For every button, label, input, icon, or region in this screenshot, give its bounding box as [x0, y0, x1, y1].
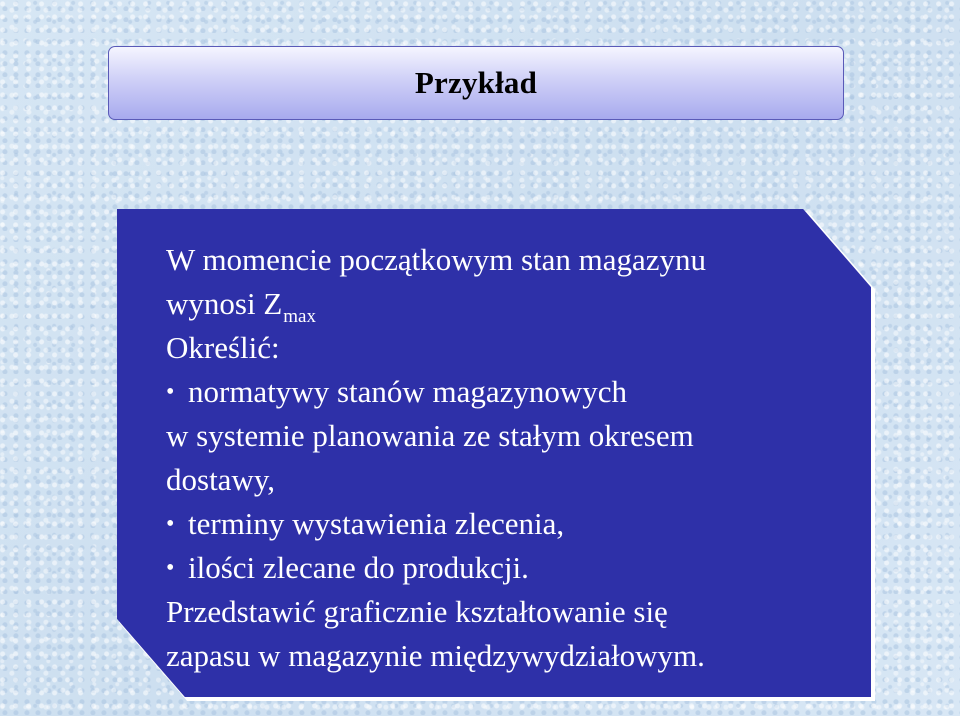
slide-content — [166, 238, 856, 678]
bullet3-text: ilości zlecane do produkcji. — [188, 550, 529, 585]
z-subscript: max — [283, 306, 316, 327]
bullet-item-normatywy — [166, 370, 856, 414]
okreslic-line — [166, 326, 856, 370]
intro-line — [166, 238, 856, 282]
bullet1-text-line3: dostawy, — [166, 462, 276, 497]
bullet-item-ilosci — [166, 546, 856, 590]
wynosi-text: wynosi Z — [166, 286, 283, 321]
bullet1-text-line2: w systemie planowania ze stałym okresem — [166, 418, 694, 453]
bullet-icon: • — [166, 379, 175, 405]
closing-line-2 — [166, 634, 856, 678]
okreslic-text: Określić: — [166, 330, 280, 365]
bullet2-text: terminy wystawienia zlecenia, — [188, 506, 565, 541]
bullet-item-terminy — [166, 502, 856, 546]
closing-text-2: zapasu w magazynie międzywydziałowym. — [166, 638, 705, 673]
bullet-icon: • — [166, 555, 175, 581]
closing-line-1 — [166, 590, 856, 634]
wynosi-line — [166, 282, 856, 326]
slide-title: Przykład — [414, 65, 538, 100]
title-banner — [108, 46, 844, 120]
closing-text-1: Przedstawić graficznie kształtowanie się — [166, 594, 668, 629]
intro-text: W momencie początkowym stan magazynu — [166, 242, 707, 277]
bullet-icon: • — [166, 511, 175, 537]
bullet1-continuation-1 — [166, 414, 856, 458]
bullet1-text-line1: normatywy stanów magazynowych — [188, 374, 628, 409]
bullet1-continuation-2 — [166, 458, 856, 502]
